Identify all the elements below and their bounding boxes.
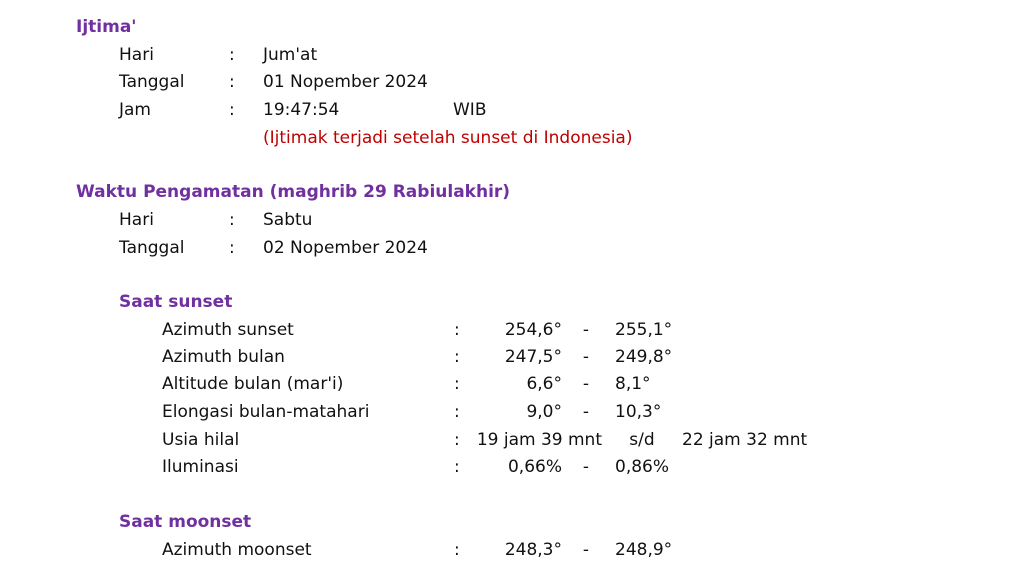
sunset-row-min: 247,5° <box>504 347 562 367</box>
sunset-row-sep: : <box>454 374 460 394</box>
sunset-row-min: 9,0° <box>526 402 562 422</box>
sunset-row-dash: - <box>582 457 590 477</box>
sunset-row-sep: : <box>454 430 460 450</box>
sunset-row-label: Iluminasi <box>162 457 239 477</box>
moonset-row-dash: - <box>582 540 590 560</box>
sunset-row-label: Azimuth sunset <box>162 320 294 340</box>
sunset-row-max: 0,86% <box>615 457 670 477</box>
sunset-row-min: 19 jam 39 mnt <box>476 430 602 450</box>
observation-date-sep: : <box>229 238 235 258</box>
sunset-row-label: Usia hilal <box>162 430 240 450</box>
sunset-row-label: Azimuth bulan <box>162 347 285 367</box>
sunset-row-dash: s/d <box>629 430 655 450</box>
sunset-row-dash: - <box>582 347 590 367</box>
ijtima-day-value: Jum'at <box>263 45 318 65</box>
sunset-row-max: 22 jam 32 mnt <box>682 430 808 450</box>
sunset-row-label: Elongasi bulan-matahari <box>162 402 370 422</box>
ijtima-time-label: Jam <box>119 100 151 120</box>
sunset-row-sep: : <box>454 457 460 477</box>
sunset-row-max: 8,1° <box>615 374 651 394</box>
ijtima-time-zone: WIB <box>453 100 487 120</box>
ijtima-time-sep: : <box>229 100 235 120</box>
sunset-row-sep: : <box>454 402 460 422</box>
ijtima-date-sep: : <box>229 72 235 92</box>
sunset-row-sep: : <box>454 347 460 367</box>
ijtima-day-sep: : <box>229 45 235 65</box>
observation-day-sep: : <box>229 210 235 230</box>
moonset-row-sep: : <box>454 540 460 560</box>
observation-day-value: Sabtu <box>263 210 313 230</box>
observation-heading: Waktu Pengamatan (maghrib 29 Rabiulakhir) <box>76 182 511 202</box>
sunset-row-min: 0,66% <box>507 457 562 477</box>
observation-date-value: 02 Nopember 2024 <box>263 238 428 258</box>
sunset-row-dash: - <box>582 374 590 394</box>
ijtima-day-label: Hari <box>119 45 154 65</box>
observation-day-label: Hari <box>119 210 154 230</box>
sunset-heading: Saat sunset <box>119 292 233 312</box>
ijtima-date-value: 01 Nopember 2024 <box>263 72 428 92</box>
ijtima-note: (Ijtimak terjadi setelah sunset di Indonesia) <box>263 128 633 148</box>
moonset-row-min: 248,3° <box>504 540 562 560</box>
moonset-row-label: Azimuth moonset <box>162 540 312 560</box>
ijtima-heading: Ijtima' <box>76 17 137 37</box>
sunset-row-sep: : <box>454 320 460 340</box>
sunset-row-max: 255,1° <box>615 320 673 340</box>
sunset-row-min: 6,6° <box>526 374 562 394</box>
sunset-row-min: 254,6° <box>504 320 562 340</box>
sunset-row-max: 10,3° <box>615 402 662 422</box>
ijtima-date-label: Tanggal <box>119 72 185 92</box>
sunset-row-label: Altitude bulan (mar'i) <box>162 374 344 394</box>
moonset-row-max: 248,9° <box>615 540 673 560</box>
sunset-row-max: 249,8° <box>615 347 673 367</box>
moonset-heading: Saat moonset <box>119 512 252 532</box>
observation-date-label: Tanggal <box>119 238 185 258</box>
sunset-row-dash: - <box>582 320 590 340</box>
ijtima-time-value: 19:47:54 <box>263 100 340 120</box>
sunset-row-dash: - <box>582 402 590 422</box>
